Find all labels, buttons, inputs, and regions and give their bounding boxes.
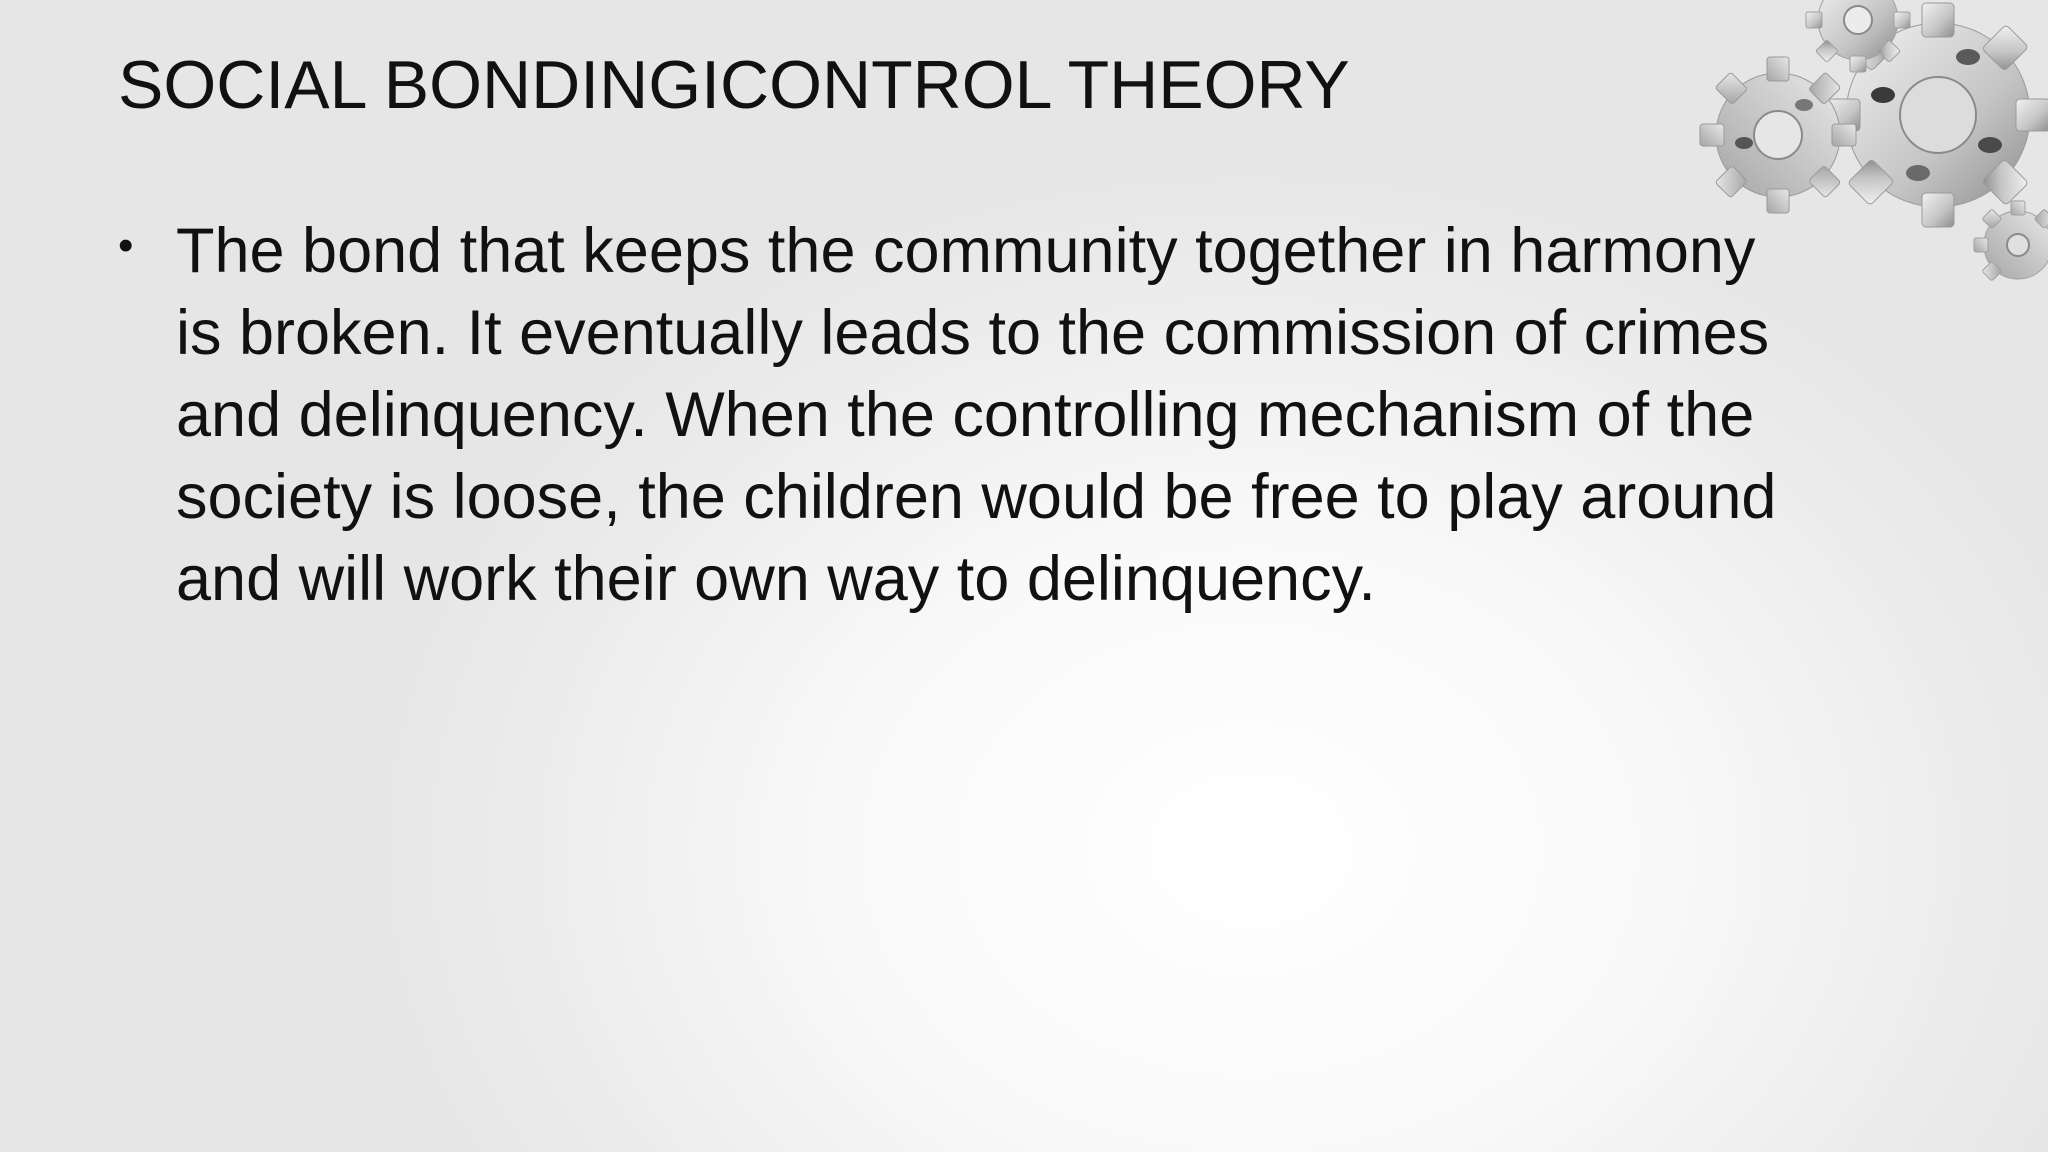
bullet-line-1: The bond that keeps the community together in harmony xyxy=(176,216,1756,286)
bullet-line-2: is broken. It eventually leads to the commission of crimes xyxy=(176,298,1770,368)
bullet-line-3: and delinquency. When the controlling mechanism of the xyxy=(176,380,1755,450)
bullet-line-4: society is loose, the children would be free to play around xyxy=(176,462,1777,532)
bullet-item xyxy=(118,210,1918,620)
bullet-line-5: and will work their own way to delinquency. xyxy=(176,544,1376,614)
bullet-icon: • xyxy=(118,221,134,270)
slide-title: SOCIAL BONDINGICONTROL THEORY xyxy=(118,47,1350,123)
bullet-list xyxy=(118,210,1918,620)
